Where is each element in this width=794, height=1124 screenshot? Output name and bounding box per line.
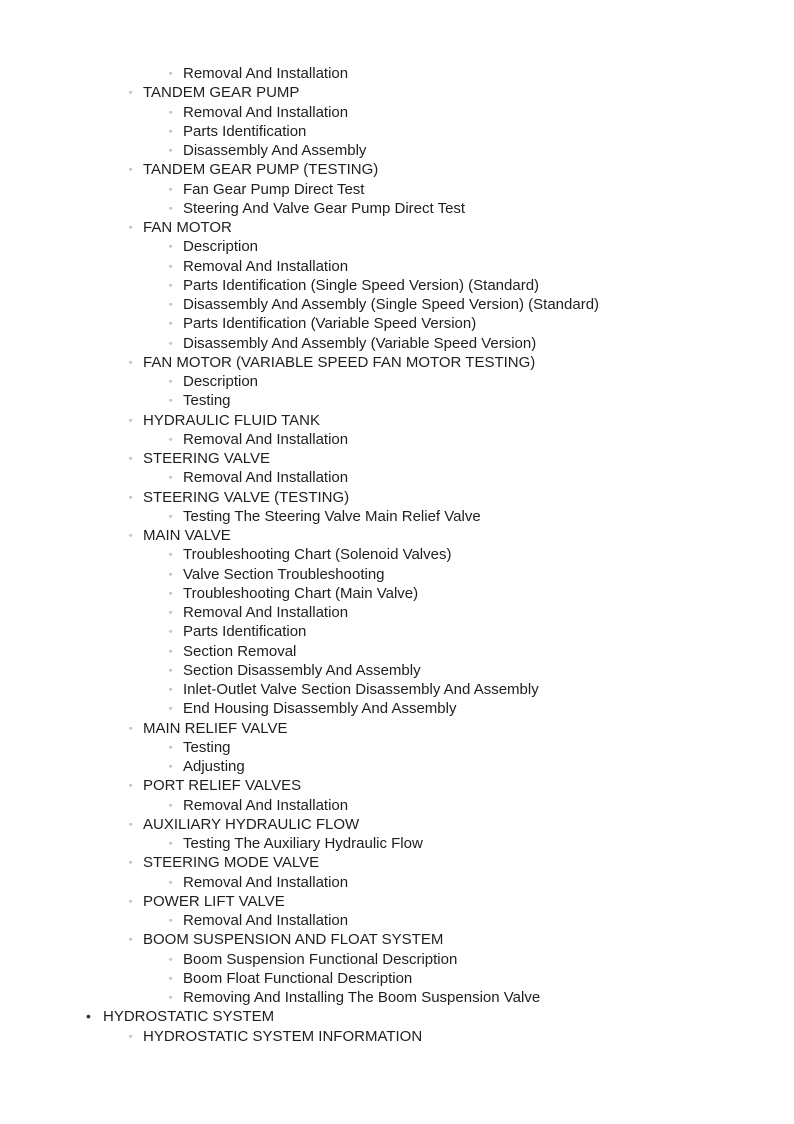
- toc-item-text: Disassembly And Assembly (Variable Speed Version): [183, 334, 537, 352]
- hollow-bullet-icon: ◦: [169, 433, 173, 444]
- hollow-bullet-icon: ◦: [169, 645, 173, 656]
- hollow-bullet-icon: ◦: [169, 587, 173, 598]
- toc-item-level-2: [0, 160, 794, 179]
- toc-item-text: Removal And Installation: [183, 469, 349, 487]
- toc-item-text: STEERING VALVE (TESTING): [143, 488, 350, 506]
- hollow-bullet-icon: ◦: [169, 106, 173, 117]
- toc-item-text: Parts Identification (Single Speed Version) (Standard): [183, 276, 540, 294]
- toc-item-level-2: [0, 488, 794, 507]
- toc-item-text: TANDEM GEAR PUMP: [143, 84, 300, 102]
- toc-item-level-2: [0, 853, 794, 872]
- toc-item-text: BOOM SUSPENSION AND FLOAT SYSTEM: [143, 931, 444, 949]
- toc-item-level-2: [0, 1027, 794, 1046]
- toc-item-level-3: [0, 237, 794, 256]
- toc-item-level-3: [0, 391, 794, 410]
- toc-item-text: STEERING VALVE: [143, 450, 270, 467]
- toc-item-level-3: [0, 738, 794, 757]
- toc-item-level-3: [0, 372, 794, 391]
- toc-item-level-3: [0, 334, 794, 353]
- hollow-bullet-icon: ◦: [129, 818, 133, 829]
- toc-item-text: AUXILIARY HYDRAULIC FLOW: [143, 815, 360, 833]
- toc-item-level-2: [0, 411, 794, 430]
- toc-item-level-2: [0, 353, 794, 372]
- toc-item-level-3: [0, 122, 794, 141]
- hollow-bullet-icon: ◦: [169, 664, 173, 675]
- toc-item-level-3: [0, 199, 794, 218]
- toc-item-level-3: [0, 950, 794, 969]
- hollow-bullet-icon: ◦: [169, 299, 173, 309]
- toc-item-text: Removal And Installation: [183, 65, 349, 82]
- toc-item-text: Removal And Installation: [183, 796, 349, 814]
- toc-item-level-2: [0, 892, 794, 911]
- toc-item-level-3: [0, 468, 794, 487]
- toc-item-text: Removal And Installation: [183, 604, 349, 621]
- hollow-bullet-icon: ◦: [129, 356, 133, 367]
- toc-item-level-2: [0, 218, 794, 237]
- hollow-bullet-icon: ◦: [169, 472, 173, 483]
- toc-item-level-3: [0, 834, 794, 853]
- toc-item-text: Adjusting: [183, 758, 245, 775]
- hollow-bullet-icon: ◦: [169, 741, 173, 752]
- toc-item-level-3: [0, 430, 794, 449]
- table-of-contents: [0, 64, 794, 1046]
- hollow-bullet-icon: ◦: [169, 992, 173, 1002]
- toc-item-text: Valve Section Troubleshooting: [183, 565, 385, 583]
- hollow-bullet-icon: ◦: [169, 838, 173, 848]
- toc-item-text: STEERING MODE VALVE: [143, 854, 320, 872]
- toc-item-text: Inlet-Outlet Valve Section Disassembly And Assembly: [183, 681, 539, 698]
- toc-item-level-3: [0, 545, 794, 564]
- hollow-bullet-icon: ◦: [169, 395, 173, 406]
- toc-item-level-3: [0, 314, 794, 333]
- hollow-bullet-icon: ◦: [129, 895, 133, 906]
- toc-item-text: Troubleshooting Chart (Solenoid Valves): [183, 546, 452, 564]
- hollow-bullet-icon: ◦: [129, 722, 133, 733]
- toc-item-level-3: [0, 911, 794, 930]
- toc-item-text: Removal And Installation: [183, 430, 349, 448]
- toc-item-text: HYDRAULIC FLUID TANK: [143, 411, 320, 429]
- toc-item-text: Fan Gear Pump Direct Test: [183, 180, 365, 198]
- toc-item-text: Parts Identification: [183, 122, 307, 140]
- toc-item-text: HYDROSTATIC SYSTEM INFORMATION: [143, 1027, 423, 1045]
- toc-item-text: Removal And Installation: [183, 103, 349, 121]
- hollow-bullet-icon: ◦: [129, 1030, 133, 1041]
- toc-item-text: Parts Identification: [183, 623, 307, 641]
- toc-item-level-3: [0, 757, 794, 776]
- toc-item-level-2: [0, 776, 794, 795]
- hollow-bullet-icon: ◦: [169, 68, 173, 78]
- toc-item-level-3: [0, 257, 794, 276]
- hollow-bullet-icon: ◦: [129, 934, 133, 945]
- toc-item-level-2: [0, 930, 794, 949]
- toc-item-level-3: [0, 295, 794, 314]
- toc-item-level-3: [0, 565, 794, 584]
- hollow-bullet-icon: ◦: [169, 761, 173, 771]
- toc-item-text: FAN MOTOR (VARIABLE SPEED FAN MOTOR TESTING): [143, 353, 536, 371]
- toc-item-text: Testing: [183, 392, 231, 410]
- toc-item-level-2: [0, 449, 794, 468]
- toc-item-text: End Housing Disassembly And Assembly: [183, 700, 457, 718]
- toc-item-level-3: [0, 969, 794, 988]
- toc-item-level-3: [0, 988, 794, 1007]
- toc-item-level-3: [0, 680, 794, 699]
- toc-item-level-2: [0, 83, 794, 102]
- toc-item-text: Steering And Valve Gear Pump Direct Test: [183, 199, 466, 217]
- toc-item-text: Testing The Auxiliary Hydraulic Flow: [183, 835, 423, 852]
- toc-item-text: Removal And Installation: [183, 873, 349, 891]
- hollow-bullet-icon: ◦: [129, 491, 133, 502]
- filled-bullet-icon: •: [86, 1008, 91, 1025]
- toc-item-text: HYDROSTATIC SYSTEM: [103, 1008, 275, 1026]
- toc-item-level-3: [0, 661, 794, 680]
- toc-item-level-2: [0, 719, 794, 738]
- hollow-bullet-icon: ◦: [169, 972, 173, 983]
- toc-item-text: Testing: [183, 738, 231, 756]
- toc-item-level-3: [0, 796, 794, 815]
- toc-item-text: Section Removal: [183, 642, 297, 660]
- toc-item-text: PORT RELIEF VALVES: [143, 777, 302, 795]
- toc-item-level-3: [0, 584, 794, 603]
- toc-item-level-2: [0, 815, 794, 834]
- hollow-bullet-icon: ◦: [169, 607, 173, 617]
- hollow-bullet-icon: ◦: [129, 780, 133, 791]
- hollow-bullet-icon: ◦: [169, 318, 173, 329]
- toc-item-text: Disassembly And Assembly: [183, 142, 367, 159]
- hollow-bullet-icon: ◦: [129, 857, 133, 868]
- hollow-bullet-icon: ◦: [169, 241, 173, 252]
- hollow-bullet-icon: ◦: [169, 626, 173, 637]
- toc-item-text: MAIN RELIEF VALVE: [143, 719, 288, 737]
- toc-item-text: Disassembly And Assembly (Single Speed Version) (Standard): [183, 296, 600, 313]
- toc-item-text: POWER LIFT VALVE: [143, 892, 285, 910]
- toc-item-level-1: [0, 1007, 794, 1026]
- toc-item-text: Removal And Installation: [183, 257, 349, 275]
- toc-item-level-3: [0, 622, 794, 641]
- toc-item-text: MAIN VALVE: [143, 527, 231, 544]
- hollow-bullet-icon: ◦: [169, 183, 173, 194]
- toc-item-text: Testing The Steering Valve Main Relief Valve: [183, 507, 481, 525]
- toc-item-text: TANDEM GEAR PUMP (TESTING): [143, 161, 379, 179]
- toc-item-level-3: [0, 642, 794, 661]
- toc-item-level-3: [0, 180, 794, 199]
- toc-item-level-3: [0, 103, 794, 122]
- hollow-bullet-icon: ◦: [169, 510, 173, 521]
- hollow-bullet-icon: ◦: [169, 202, 173, 213]
- toc-item-text: Boom Float Functional Description: [183, 969, 413, 987]
- hollow-bullet-icon: ◦: [129, 87, 133, 98]
- toc-item-level-3: [0, 141, 794, 160]
- hollow-bullet-icon: ◦: [169, 684, 173, 694]
- toc-item-text: Parts Identification (Variable Speed Version): [183, 315, 477, 333]
- hollow-bullet-icon: ◦: [169, 799, 173, 810]
- hollow-bullet-icon: ◦: [129, 414, 133, 425]
- toc-item-level-2: [0, 526, 794, 545]
- toc-item-level-3: [0, 873, 794, 892]
- toc-item-level-3: [0, 276, 794, 295]
- toc-item-text: Removal And Installation: [183, 912, 349, 929]
- hollow-bullet-icon: ◦: [169, 703, 173, 714]
- toc-item-level-3: [0, 507, 794, 526]
- hollow-bullet-icon: ◦: [129, 453, 133, 463]
- hollow-bullet-icon: ◦: [129, 222, 133, 232]
- toc-item-text: Troubleshooting Chart (Main Valve): [183, 584, 419, 602]
- hollow-bullet-icon: ◦: [169, 953, 173, 964]
- hollow-bullet-icon: ◦: [129, 530, 133, 540]
- toc-item-level-3: [0, 699, 794, 718]
- hollow-bullet-icon: ◦: [169, 337, 173, 348]
- hollow-bullet-icon: ◦: [169, 279, 173, 290]
- toc-item-text: Boom Suspension Functional Description: [183, 950, 458, 968]
- toc-item-level-3: [0, 64, 794, 83]
- hollow-bullet-icon: ◦: [169, 145, 173, 155]
- hollow-bullet-icon: ◦: [169, 876, 173, 887]
- toc-item-text: FAN MOTOR: [143, 219, 232, 236]
- hollow-bullet-icon: ◦: [129, 164, 133, 175]
- toc-item-text: Description: [183, 373, 259, 390]
- hollow-bullet-icon: ◦: [169, 260, 173, 271]
- toc-item-level-3: [0, 603, 794, 622]
- toc-item-text: Description: [183, 238, 259, 256]
- hollow-bullet-icon: ◦: [169, 376, 173, 386]
- hollow-bullet-icon: ◦: [169, 568, 173, 579]
- hollow-bullet-icon: ◦: [169, 549, 173, 560]
- toc-item-text: Section Disassembly And Assembly: [183, 661, 421, 679]
- hollow-bullet-icon: ◦: [169, 125, 173, 136]
- toc-item-text: Removing And Installing The Boom Suspension Valve: [183, 989, 541, 1006]
- hollow-bullet-icon: ◦: [169, 915, 173, 925]
